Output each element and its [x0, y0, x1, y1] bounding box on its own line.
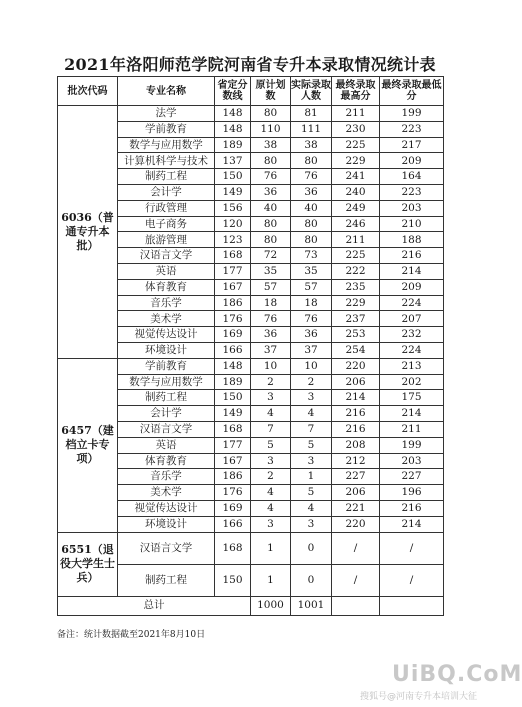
actual-cell: 36 [291, 327, 332, 343]
actual-cell: 80 [291, 232, 332, 248]
min-score-cell: 227 [380, 469, 444, 485]
actual-cell: 73 [291, 248, 332, 264]
planned-cell: 3 [251, 453, 291, 469]
major-cell: 学前教育 [118, 121, 215, 137]
actual-cell: 36 [291, 184, 332, 200]
planned-cell: 18 [251, 295, 291, 311]
planned-cell: 2 [251, 469, 291, 485]
actual-cell: 57 [291, 279, 332, 295]
province-line-cell: 167 [215, 453, 251, 469]
total-planned: 1000 [251, 596, 291, 615]
min-score-cell: 216 [380, 500, 444, 516]
province-line-cell: 168 [215, 532, 251, 564]
min-score-cell: 164 [380, 169, 444, 185]
planned-cell: 2 [251, 374, 291, 390]
min-score-cell: 224 [380, 342, 444, 358]
min-score-cell: 224 [380, 295, 444, 311]
major-cell: 汉语言文学 [118, 532, 215, 564]
planned-cell: 5 [251, 437, 291, 453]
major-cell: 体育教育 [118, 279, 215, 295]
min-score-cell: 202 [380, 374, 444, 390]
actual-cell: 5 [291, 485, 332, 501]
province-line-cell: 148 [215, 121, 251, 137]
province-line-cell: 168 [215, 248, 251, 264]
actual-cell: 10 [291, 358, 332, 374]
planned-cell: 76 [251, 311, 291, 327]
max-score-cell: 229 [332, 153, 380, 169]
province-line-cell: 169 [215, 327, 251, 343]
header-major: 专业名称 [118, 77, 215, 106]
header-batch: 批次代码 [58, 77, 118, 106]
max-score-cell: 222 [332, 263, 380, 279]
actual-cell: 81 [291, 106, 332, 122]
province-line-cell: 177 [215, 263, 251, 279]
max-score-cell: 253 [332, 327, 380, 343]
province-line-cell: 148 [215, 358, 251, 374]
batch-code-cell: 6457（建档立卡专项） [58, 358, 118, 532]
actual-cell: 2 [291, 374, 332, 390]
major-cell: 汉语言文学 [118, 248, 215, 264]
major-cell: 制药工程 [118, 390, 215, 406]
max-score-cell: 225 [332, 137, 380, 153]
province-line-cell: 168 [215, 421, 251, 437]
min-score-cell: 209 [380, 153, 444, 169]
total-empty-cell [380, 596, 444, 615]
province-line-cell: 137 [215, 153, 251, 169]
province-line-cell: 177 [215, 437, 251, 453]
planned-cell: 72 [251, 248, 291, 264]
actual-cell: 80 [291, 216, 332, 232]
max-score-cell: 206 [332, 374, 380, 390]
actual-cell: 4 [291, 500, 332, 516]
table-row [58, 106, 444, 122]
total-row [58, 596, 444, 615]
major-cell: 旅游管理 [118, 232, 215, 248]
min-score-cell: 188 [380, 232, 444, 248]
min-score-cell: 217 [380, 137, 444, 153]
min-score-cell: 196 [380, 485, 444, 501]
actual-cell: 5 [291, 437, 332, 453]
actual-cell: 40 [291, 200, 332, 216]
province-line-cell: 167 [215, 279, 251, 295]
actual-cell: 0 [291, 532, 332, 564]
planned-cell: 40 [251, 200, 291, 216]
major-cell: 视觉传达设计 [118, 500, 215, 516]
actual-cell: 35 [291, 263, 332, 279]
province-line-cell: 149 [215, 406, 251, 422]
planned-cell: 110 [251, 121, 291, 137]
max-score-cell: 225 [332, 248, 380, 264]
province-line-cell: 150 [215, 390, 251, 406]
min-score-cell: 214 [380, 516, 444, 532]
planned-cell: 36 [251, 184, 291, 200]
max-score-cell: 206 [332, 485, 380, 501]
max-score-cell: 211 [332, 232, 380, 248]
planned-cell: 7 [251, 421, 291, 437]
province-line-cell: 150 [215, 169, 251, 185]
planned-cell: 10 [251, 358, 291, 374]
planned-cell: 80 [251, 232, 291, 248]
province-line-cell: 166 [215, 516, 251, 532]
min-score-cell: 232 [380, 327, 444, 343]
actual-cell: 38 [291, 137, 332, 153]
planned-cell: 3 [251, 390, 291, 406]
planned-cell: 1 [251, 532, 291, 564]
header-planned: 原计划数 [251, 77, 291, 106]
major-cell: 音乐学 [118, 469, 215, 485]
max-score-cell: 220 [332, 516, 380, 532]
province-line-cell: 150 [215, 564, 251, 596]
planned-cell: 3 [251, 516, 291, 532]
min-score-cell: 216 [380, 248, 444, 264]
planned-cell: 80 [251, 106, 291, 122]
batch-code-cell: 6551（退役大学生士兵） [58, 532, 118, 596]
header-min-score: 最终录取最低分 [380, 77, 444, 106]
planned-cell: 4 [251, 485, 291, 501]
actual-cell: 80 [291, 153, 332, 169]
province-line-cell: 186 [215, 295, 251, 311]
actual-cell: 18 [291, 295, 332, 311]
planned-cell: 76 [251, 169, 291, 185]
header-actual: 实际录取人数 [291, 77, 332, 106]
min-score-cell: 175 [380, 390, 444, 406]
major-cell: 美术学 [118, 485, 215, 501]
planned-cell: 1 [251, 564, 291, 596]
max-score-cell: / [332, 564, 380, 596]
max-score-cell: 227 [332, 469, 380, 485]
max-score-cell: 240 [332, 184, 380, 200]
major-cell: 数学与应用数学 [118, 374, 215, 390]
total-actual: 1001 [291, 596, 332, 615]
min-score-cell: 211 [380, 421, 444, 437]
planned-cell: 4 [251, 406, 291, 422]
actual-cell: 37 [291, 342, 332, 358]
province-line-cell: 148 [215, 106, 251, 122]
major-cell: 美术学 [118, 311, 215, 327]
min-score-cell: 209 [380, 279, 444, 295]
batch-code-cell: 6036（普通专升本批） [58, 106, 118, 359]
watermark-logo: UiBQ.CoM [392, 662, 522, 687]
min-score-cell: 223 [380, 184, 444, 200]
actual-cell: 3 [291, 390, 332, 406]
major-cell: 英语 [118, 263, 215, 279]
actual-cell: 111 [291, 121, 332, 137]
min-score-cell: 199 [380, 437, 444, 453]
province-line-cell: 166 [215, 342, 251, 358]
min-score-cell: 214 [380, 263, 444, 279]
actual-cell: 3 [291, 516, 332, 532]
planned-cell: 80 [251, 216, 291, 232]
major-cell: 会计学 [118, 184, 215, 200]
watermark-text: 搜狐号@河南专升本培训大征 [360, 692, 478, 702]
min-score-cell: 207 [380, 311, 444, 327]
table-body [58, 106, 444, 616]
actual-cell: 1 [291, 469, 332, 485]
major-cell: 行政管理 [118, 200, 215, 216]
major-cell: 环境设计 [118, 342, 215, 358]
max-score-cell: 230 [332, 121, 380, 137]
province-line-cell: 176 [215, 311, 251, 327]
planned-cell: 35 [251, 263, 291, 279]
major-cell: 会计学 [118, 406, 215, 422]
major-cell: 视觉传达设计 [118, 327, 215, 343]
major-cell: 汉语言文学 [118, 421, 215, 437]
major-cell: 音乐学 [118, 295, 215, 311]
max-score-cell: 214 [332, 390, 380, 406]
planned-cell: 57 [251, 279, 291, 295]
actual-cell: 4 [291, 406, 332, 422]
actual-cell: 76 [291, 311, 332, 327]
table-row [58, 532, 444, 564]
province-line-cell: 156 [215, 200, 251, 216]
header-province-line: 省定分数线 [215, 77, 251, 106]
province-line-cell: 189 [215, 137, 251, 153]
header-row [58, 77, 444, 106]
min-score-cell: 199 [380, 106, 444, 122]
max-score-cell: 208 [332, 437, 380, 453]
major-cell: 学前教育 [118, 358, 215, 374]
max-score-cell: 216 [332, 406, 380, 422]
table-row [58, 358, 444, 374]
max-score-cell: 237 [332, 311, 380, 327]
planned-cell: 4 [251, 500, 291, 516]
max-score-cell: 241 [332, 169, 380, 185]
province-line-cell: 149 [215, 184, 251, 200]
province-line-cell: 186 [215, 469, 251, 485]
actual-cell: 3 [291, 453, 332, 469]
total-label: 总计 [58, 596, 251, 615]
min-score-cell: / [380, 532, 444, 564]
total-empty-cell [332, 596, 380, 615]
major-cell: 数学与应用数学 [118, 137, 215, 153]
province-line-cell: 123 [215, 232, 251, 248]
planned-cell: 36 [251, 327, 291, 343]
max-score-cell: 211 [332, 106, 380, 122]
min-score-cell: 203 [380, 200, 444, 216]
min-score-cell: 213 [380, 358, 444, 374]
max-score-cell: 235 [332, 279, 380, 295]
major-cell: 体育教育 [118, 453, 215, 469]
province-line-cell: 176 [215, 485, 251, 501]
planned-cell: 80 [251, 153, 291, 169]
major-cell: 环境设计 [118, 516, 215, 532]
min-score-cell: 214 [380, 406, 444, 422]
header-max-score: 最终录取最高分 [332, 77, 380, 106]
max-score-cell: 212 [332, 453, 380, 469]
max-score-cell: 221 [332, 500, 380, 516]
major-cell: 制药工程 [118, 169, 215, 185]
max-score-cell: 246 [332, 216, 380, 232]
major-cell: 电子商务 [118, 216, 215, 232]
province-line-cell: 169 [215, 500, 251, 516]
province-line-cell: 189 [215, 374, 251, 390]
major-cell: 计算机科学与技术 [118, 153, 215, 169]
major-cell: 英语 [118, 437, 215, 453]
min-score-cell: 210 [380, 216, 444, 232]
max-score-cell: 254 [332, 342, 380, 358]
min-score-cell: 223 [380, 121, 444, 137]
actual-cell: 7 [291, 421, 332, 437]
major-cell: 法学 [118, 106, 215, 122]
max-score-cell: / [332, 532, 380, 564]
major-cell: 制药工程 [118, 564, 215, 596]
min-score-cell: / [380, 564, 444, 596]
planned-cell: 38 [251, 137, 291, 153]
province-line-cell: 120 [215, 216, 251, 232]
admission-table [57, 76, 444, 616]
planned-cell: 37 [251, 342, 291, 358]
max-score-cell: 229 [332, 295, 380, 311]
actual-cell: 0 [291, 564, 332, 596]
max-score-cell: 220 [332, 358, 380, 374]
page-title: 2021年洛阳师范学院河南省专升本录取情况统计表 [64, 55, 436, 74]
max-score-cell: 216 [332, 421, 380, 437]
min-score-cell: 203 [380, 453, 444, 469]
actual-cell: 76 [291, 169, 332, 185]
max-score-cell: 249 [332, 200, 380, 216]
footnote: 备注：统计数据截至2021年8月10日 [57, 630, 206, 640]
